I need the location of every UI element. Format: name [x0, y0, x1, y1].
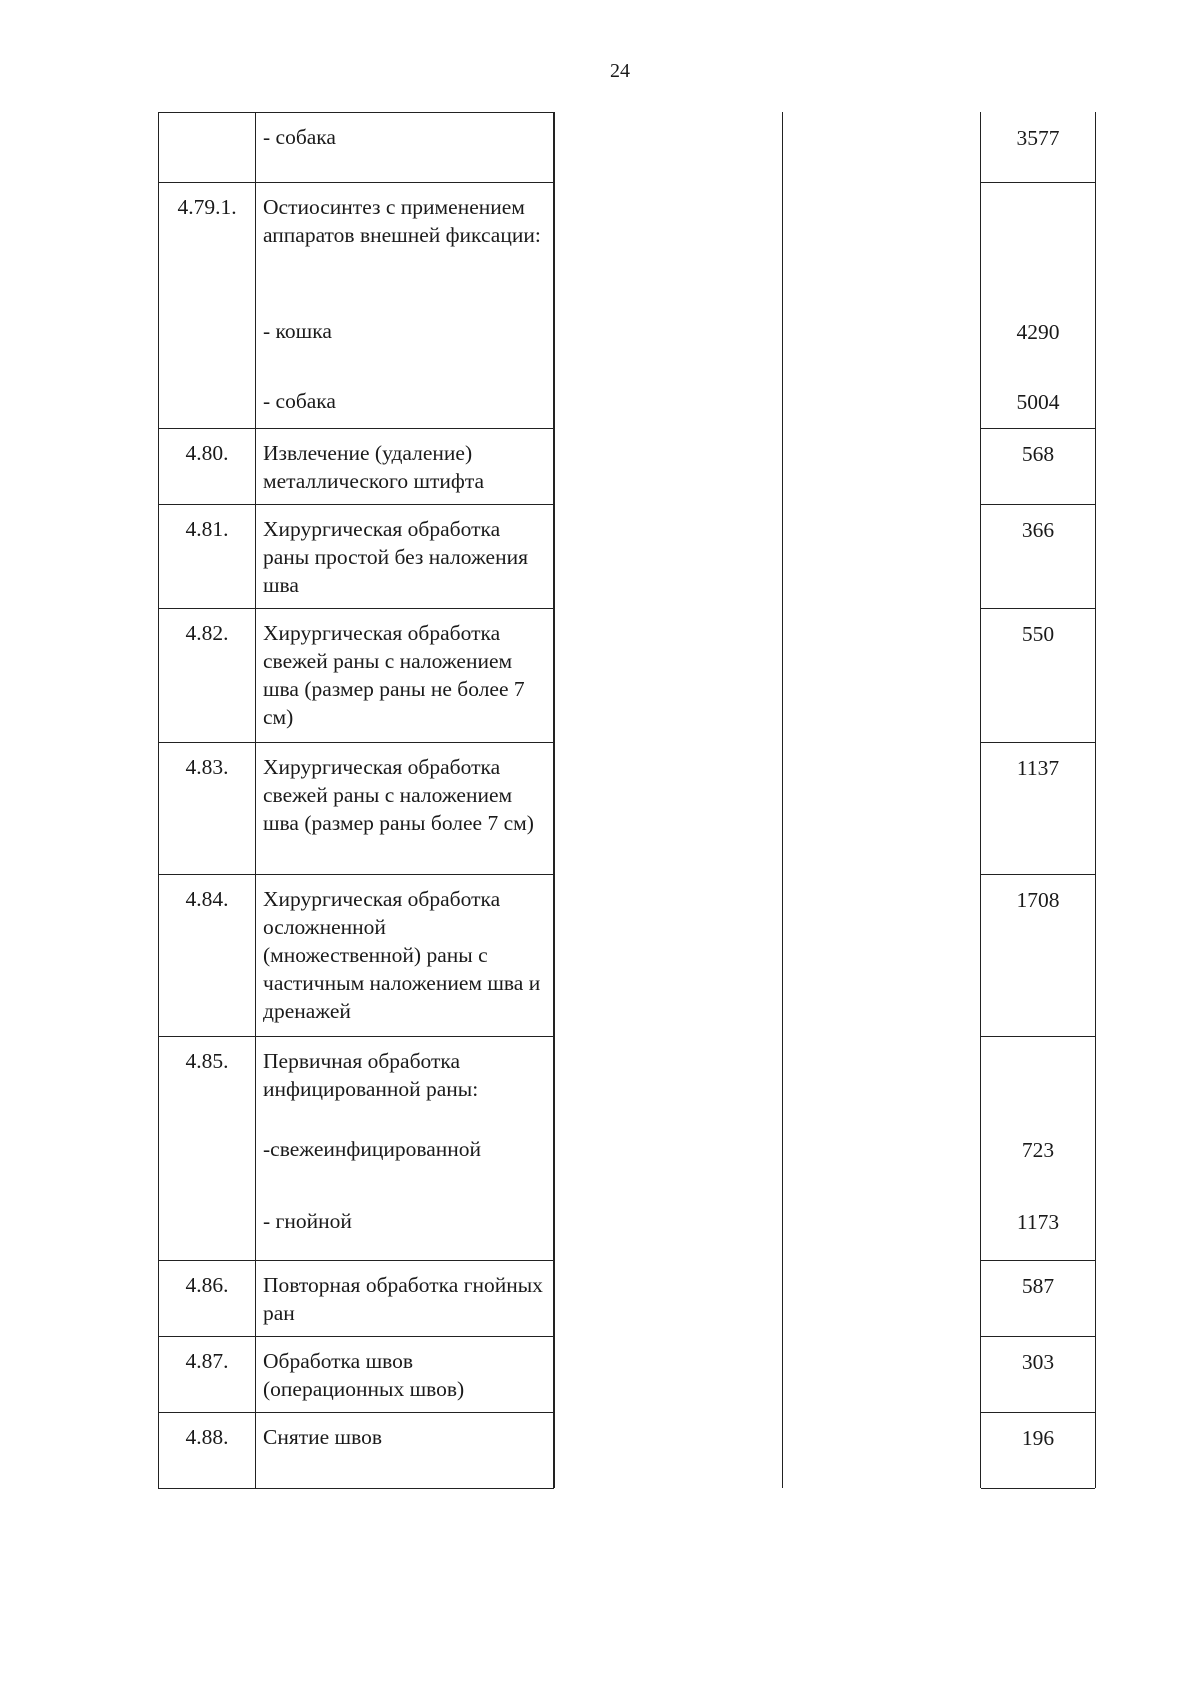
row-number: 4.83.: [159, 743, 256, 875]
service-name-cell: [256, 1413, 554, 1489]
page-number: 24: [610, 60, 630, 82]
service-name: Хирургическая обработка раны простой без наложения шва: [263, 517, 528, 597]
service-name: Хирургическая обработка осложненной (множественной) раны с частичным наложением шва и дренажей: [263, 887, 541, 1023]
service-subitem: -свежеинфицированной: [263, 1137, 482, 1161]
row-number: 4.84.: [159, 875, 256, 1037]
price-value: 1173: [1016, 1210, 1060, 1234]
price-row-border: [981, 182, 1095, 183]
service-name-cell: [256, 429, 554, 505]
price-value: 587: [1021, 1274, 1055, 1298]
row-number: 4.82.: [159, 609, 256, 743]
price-value: 723: [1021, 1138, 1055, 1162]
price-row-border: [981, 1260, 1095, 1261]
price-row-border: [981, 428, 1095, 429]
price-value: 1708: [1016, 888, 1060, 912]
service-name-cell: [256, 1337, 554, 1413]
table-row: [159, 1261, 554, 1337]
price-value: 196: [1021, 1426, 1055, 1450]
service-name: Хирургическая обработка свежей раны с наложением шва (размер раны не более 7 см): [263, 621, 525, 729]
price-value: 1137: [1016, 756, 1060, 780]
price-row-border: [981, 742, 1095, 743]
service-name: Снятие швов: [263, 1425, 383, 1449]
service-name-cell: [256, 875, 554, 1037]
row-number: 4.88.: [159, 1413, 256, 1489]
service-name: Остиосинтез с применением аппаратов внешней фиксации:: [263, 195, 541, 247]
table-row: [159, 183, 554, 429]
service-subitem: - собака: [263, 389, 336, 413]
price-row-border: [981, 1336, 1095, 1337]
service-subitem: - кошка: [263, 319, 332, 343]
service-name-cell: [256, 1261, 554, 1337]
price-row-border: [981, 1488, 1095, 1489]
price-value: 366: [1021, 518, 1055, 542]
price-value: 303: [1021, 1350, 1055, 1374]
row-number: 4.79.1.: [159, 183, 256, 429]
services-table: [158, 112, 554, 1489]
price-column: [980, 112, 1096, 1488]
row-number: 4.87.: [159, 1337, 256, 1413]
row-number: 4.80.: [159, 429, 256, 505]
price-value: 550: [1021, 622, 1055, 646]
price-value: 3577: [1016, 126, 1060, 150]
service-name-cell: [256, 113, 554, 183]
row-number: [159, 113, 256, 183]
price-row-border: [981, 1036, 1095, 1037]
service-name: Хирургическая обработка свежей раны с наложением шва (размер раны более 7 см): [263, 755, 534, 835]
service-subitem: - собака: [263, 125, 336, 149]
service-name: Обработка швов (операционных швов): [263, 1349, 465, 1401]
service-name-cell: [256, 743, 554, 875]
table-row: [159, 609, 554, 743]
table-row: [159, 743, 554, 875]
price-row-border: [981, 1412, 1095, 1413]
table-row: [159, 429, 554, 505]
price-value: 568: [1021, 442, 1055, 466]
table-row: [159, 1337, 554, 1413]
service-name: Повторная обработка гнойных ран: [263, 1273, 543, 1325]
service-name-cell: [256, 1037, 554, 1261]
service-subitem: - гнойной: [263, 1209, 352, 1233]
table-row: [159, 113, 554, 183]
service-name-cell: [256, 183, 554, 429]
row-number: 4.86.: [159, 1261, 256, 1337]
column-divider: [782, 112, 783, 1488]
table-row: [159, 505, 554, 609]
table-row: [159, 875, 554, 1037]
price-value: 4290: [1016, 320, 1060, 344]
column-divider: [554, 112, 555, 1488]
price-row-border: [981, 874, 1095, 875]
price-row-border: [981, 504, 1095, 505]
service-name-cell: [256, 505, 554, 609]
price-value: 5004: [1016, 390, 1060, 414]
table-row: [159, 1413, 554, 1489]
row-number: 4.81.: [159, 505, 256, 609]
service-name: Извлечение (удаление) металлического штифта: [263, 441, 485, 493]
price-row-border: [981, 608, 1095, 609]
table-row: [159, 1037, 554, 1261]
service-name-cell: [256, 609, 554, 743]
service-name: Первичная обработка инфицированной раны:: [263, 1049, 479, 1101]
row-number: 4.85.: [159, 1037, 256, 1261]
